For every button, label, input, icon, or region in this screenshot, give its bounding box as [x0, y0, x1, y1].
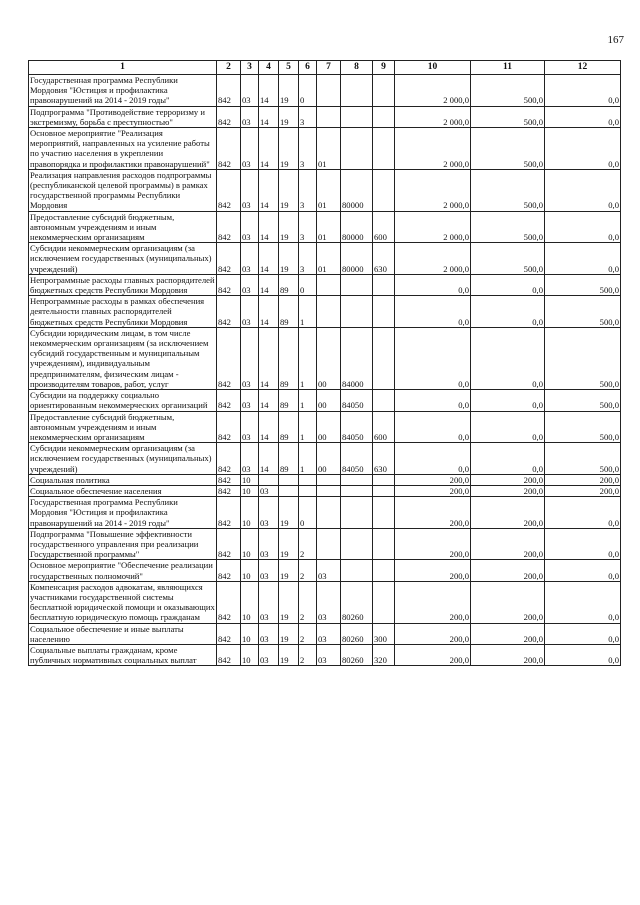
subprogram-cell: 1 — [299, 411, 317, 443]
section-cell: 03 — [241, 128, 259, 170]
amount-col12-cell: 200,0 — [545, 485, 621, 496]
subsection-cell: 14 — [259, 169, 279, 211]
table-row — [29, 497, 621, 529]
expense-type-cell: 320 — [373, 644, 395, 665]
amount-col10-cell: 200,0 — [395, 644, 471, 665]
budget-table — [28, 60, 621, 666]
expense-type-cell — [373, 485, 395, 496]
program-cell — [279, 474, 299, 485]
amount-col12-cell: 500,0 — [545, 443, 621, 475]
admin-code-cell: 842 — [217, 327, 241, 389]
expense-direction-cell — [341, 296, 373, 328]
section-cell: 03 — [241, 75, 259, 107]
header-cell: 1 — [29, 61, 217, 75]
expense-type-cell: 300 — [373, 623, 395, 644]
amount-col10-cell: 200,0 — [395, 528, 471, 560]
row-name-cell: Непрограммные расходы в рамках обеспечения деятельности главных распорядителей бюджетных средств Республики Мордовия — [29, 296, 217, 328]
amount-col11-cell: 200,0 — [471, 560, 545, 581]
subprogram-cell: 0 — [299, 75, 317, 107]
program-cell: 19 — [279, 497, 299, 529]
section-cell: 10 — [241, 497, 259, 529]
activity-cell — [317, 296, 341, 328]
expense-type-cell — [373, 274, 395, 295]
subprogram-cell: 0 — [299, 497, 317, 529]
row-name-cell: Государственная программа Республики Мордовия "Юстиция и профилактика правонарушений на 2014 - 2019 годы" — [29, 497, 217, 529]
amount-col12-cell: 500,0 — [545, 327, 621, 389]
amount-col10-cell: 2 000,0 — [395, 211, 471, 243]
activity-cell: 01 — [317, 128, 341, 170]
amount-col11-cell: 200,0 — [471, 474, 545, 485]
admin-code-cell: 842 — [217, 411, 241, 443]
program-cell: 19 — [279, 528, 299, 560]
subprogram-cell: 1 — [299, 443, 317, 475]
row-name-cell: Основное мероприятие "Обеспечение реализации государственных полномочий" — [29, 560, 217, 581]
amount-col12-cell: 500,0 — [545, 411, 621, 443]
amount-col10-cell: 2 000,0 — [395, 75, 471, 107]
amount-col11-cell: 0,0 — [471, 327, 545, 389]
admin-code-cell: 842 — [217, 497, 241, 529]
table-row — [29, 169, 621, 211]
section-cell: 03 — [241, 390, 259, 411]
table-row — [29, 296, 621, 328]
amount-col12-cell: 0,0 — [545, 243, 621, 275]
admin-code-cell: 842 — [217, 644, 241, 665]
subprogram-cell: 2 — [299, 560, 317, 581]
expense-direction-cell: 80260 — [341, 581, 373, 623]
amount-col10-cell: 2 000,0 — [395, 106, 471, 127]
table-row — [29, 623, 621, 644]
subprogram-cell: 0 — [299, 274, 317, 295]
subprogram-cell: 2 — [299, 623, 317, 644]
activity-cell: 00 — [317, 411, 341, 443]
subsection-cell: 03 — [259, 623, 279, 644]
expense-direction-cell — [341, 560, 373, 581]
subprogram-cell: 3 — [299, 106, 317, 127]
expense-direction-cell: 84000 — [341, 327, 373, 389]
expense-direction-cell: 80260 — [341, 623, 373, 644]
expense-direction-cell — [341, 485, 373, 496]
table-row — [29, 644, 621, 665]
table-row — [29, 411, 621, 443]
subprogram-cell: 3 — [299, 128, 317, 170]
admin-code-cell: 842 — [217, 128, 241, 170]
activity-cell — [317, 474, 341, 485]
section-cell: 10 — [241, 485, 259, 496]
amount-col10-cell: 0,0 — [395, 390, 471, 411]
activity-cell: 03 — [317, 581, 341, 623]
table-row — [29, 485, 621, 496]
subsection-cell: 14 — [259, 243, 279, 275]
row-name-cell: Предоставление субсидий бюджетным, автономным учреждениям и иным некоммерческим организациям — [29, 411, 217, 443]
amount-col12-cell: 0,0 — [545, 169, 621, 211]
activity-cell — [317, 485, 341, 496]
header-cell: 2 — [217, 61, 241, 75]
subsection-cell: 03 — [259, 528, 279, 560]
expense-type-cell — [373, 560, 395, 581]
expense-direction-cell — [341, 274, 373, 295]
row-name-cell: Реализация направления расходов подпрограммы (республиканской целевой программы) в рамках государственной программы Республики Мордовия — [29, 169, 217, 211]
table-row — [29, 528, 621, 560]
table-row — [29, 390, 621, 411]
program-cell: 19 — [279, 211, 299, 243]
row-name-cell: Социальное обеспечение населения — [29, 485, 217, 496]
amount-col11-cell: 500,0 — [471, 75, 545, 107]
subprogram-cell: 3 — [299, 211, 317, 243]
row-name-cell: Субсидии юридическим лицам, в том числе некоммерческим организациям (за исключением субсидий государственным и муниципальным учреждениям), индивидуальным предпринимателям, физическим лицам - производителям товаров, работ, услуг — [29, 327, 217, 389]
activity-cell — [317, 75, 341, 107]
amount-col11-cell: 0,0 — [471, 274, 545, 295]
program-cell: 89 — [279, 296, 299, 328]
amount-col12-cell: 0,0 — [545, 581, 621, 623]
amount-col11-cell: 200,0 — [471, 528, 545, 560]
admin-code-cell: 842 — [217, 474, 241, 485]
amount-col10-cell: 200,0 — [395, 623, 471, 644]
expense-type-cell: 630 — [373, 243, 395, 275]
subsection-cell: 03 — [259, 560, 279, 581]
amount-col12-cell: 0,0 — [545, 623, 621, 644]
amount-col11-cell: 500,0 — [471, 169, 545, 211]
amount-col10-cell: 0,0 — [395, 327, 471, 389]
expense-type-cell — [373, 128, 395, 170]
amount-col11-cell: 500,0 — [471, 243, 545, 275]
expense-direction-cell — [341, 75, 373, 107]
program-cell: 89 — [279, 411, 299, 443]
row-name-cell: Подпрограмма "Повышение эффективности государственного управления при реализации Государственной программы" — [29, 528, 217, 560]
subsection-cell: 03 — [259, 581, 279, 623]
amount-col12-cell: 500,0 — [545, 296, 621, 328]
amount-col10-cell: 0,0 — [395, 274, 471, 295]
activity-cell: 01 — [317, 243, 341, 275]
amount-col11-cell: 200,0 — [471, 581, 545, 623]
activity-cell: 01 — [317, 211, 341, 243]
expense-direction-cell — [341, 474, 373, 485]
table-row — [29, 106, 621, 127]
activity-cell: 00 — [317, 390, 341, 411]
section-cell: 10 — [241, 644, 259, 665]
expense-type-cell — [373, 528, 395, 560]
subprogram-cell: 3 — [299, 243, 317, 275]
table-row — [29, 581, 621, 623]
amount-col12-cell: 0,0 — [545, 75, 621, 107]
expense-type-cell — [373, 296, 395, 328]
expense-direction-cell: 80000 — [341, 169, 373, 211]
program-cell: 19 — [279, 75, 299, 107]
section-cell: 03 — [241, 169, 259, 211]
row-name-cell: Субсидии на поддержку социально ориентированным некоммерческих организаций — [29, 390, 217, 411]
section-cell: 03 — [241, 211, 259, 243]
amount-col12-cell: 0,0 — [545, 528, 621, 560]
amount-col12-cell: 0,0 — [545, 497, 621, 529]
admin-code-cell: 842 — [217, 211, 241, 243]
activity-cell — [317, 497, 341, 529]
expense-direction-cell: 84050 — [341, 443, 373, 475]
activity-cell — [317, 528, 341, 560]
amount-col10-cell: 200,0 — [395, 581, 471, 623]
amount-col10-cell: 200,0 — [395, 474, 471, 485]
row-name-cell: Государственная программа Республики Мордовия "Юстиция и профилактика правонарушений на 2014 - 2019 годы" — [29, 75, 217, 107]
admin-code-cell: 842 — [217, 443, 241, 475]
program-cell: 89 — [279, 443, 299, 475]
activity-cell: 01 — [317, 169, 341, 211]
amount-col12-cell: 500,0 — [545, 274, 621, 295]
program-cell: 19 — [279, 106, 299, 127]
activity-cell — [317, 106, 341, 127]
row-name-cell: Компенсация расходов адвокатам, являющихся участниками государственной системы бесплатной юридической помощи и оказывающих бесплатную юридическую помощь гражданам — [30, 581, 215, 623]
amount-col10-cell: 0,0 — [395, 411, 471, 443]
subsection-cell: 03 — [259, 485, 279, 496]
program-cell: 19 — [279, 128, 299, 170]
subsection-cell: 03 — [259, 497, 279, 529]
amount-col10-cell: 200,0 — [395, 497, 471, 529]
section-cell: 10 — [241, 528, 259, 560]
subsection-cell: 14 — [259, 390, 279, 411]
subsection-cell: 14 — [259, 443, 279, 475]
subprogram-cell — [299, 474, 317, 485]
subprogram-cell: 2 — [299, 644, 317, 665]
table-row — [29, 274, 621, 295]
section-cell: 10 — [241, 560, 259, 581]
activity-cell: 03 — [317, 644, 341, 665]
subsection-cell: 14 — [259, 411, 279, 443]
amount-col11-cell: 500,0 — [471, 106, 545, 127]
amount-col11-cell: 200,0 — [471, 497, 545, 529]
section-cell: 10 — [241, 581, 259, 623]
expense-type-cell — [373, 106, 395, 127]
amount-col12-cell: 0,0 — [545, 128, 621, 170]
subsection-cell: 03 — [259, 644, 279, 665]
admin-code-cell: 842 — [217, 274, 241, 295]
expense-direction-cell — [341, 128, 373, 170]
program-cell: 19 — [279, 243, 299, 275]
row-name-cell: Основное мероприятие "Реализация мероприятий, направленных на усиление работы по участию населения в укреплении правопорядка и профилактики правонарушений" — [29, 128, 217, 170]
activity-cell — [317, 274, 341, 295]
section-cell: 03 — [241, 274, 259, 295]
subprogram-cell: 2 — [299, 581, 317, 623]
activity-cell: 00 — [317, 327, 341, 389]
table-row — [29, 243, 621, 275]
amount-col12-cell: 0,0 — [545, 106, 621, 127]
program-cell: 19 — [279, 169, 299, 211]
amount-col11-cell: 0,0 — [471, 411, 545, 443]
expense-direction-cell — [341, 528, 373, 560]
expense-direction-cell — [341, 106, 373, 127]
table-row — [29, 128, 621, 170]
row-name-cell: Подпрограмма "Противодействие терроризму и экстремизму, борьба с преступностью" — [29, 106, 217, 127]
amount-col10-cell: 200,0 — [395, 485, 471, 496]
expense-type-cell — [373, 474, 395, 485]
row-name-cell: Социальная политика — [29, 474, 217, 485]
section-cell: 03 — [241, 443, 259, 475]
admin-code-cell: 842 — [217, 243, 241, 275]
program-cell: 19 — [279, 644, 299, 665]
subprogram-cell: 2 — [299, 528, 317, 560]
activity-cell: 03 — [317, 560, 341, 581]
expense-type-cell — [373, 169, 395, 211]
subprogram-cell: 1 — [299, 296, 317, 328]
header-cell: 8 — [341, 61, 373, 75]
amount-col12-cell: 0,0 — [545, 560, 621, 581]
program-cell: 89 — [279, 390, 299, 411]
program-cell — [279, 485, 299, 496]
header-row — [29, 61, 621, 75]
admin-code-cell: 842 — [217, 485, 241, 496]
section-cell: 03 — [241, 411, 259, 443]
admin-code-cell: 842 — [217, 560, 241, 581]
program-cell: 19 — [279, 560, 299, 581]
page-number: 167 — [607, 34, 624, 46]
subsection-cell: 14 — [259, 274, 279, 295]
activity-cell: 03 — [317, 623, 341, 644]
amount-col11-cell: 500,0 — [471, 128, 545, 170]
subsection-cell: 14 — [259, 75, 279, 107]
amount-col12-cell: 500,0 — [545, 390, 621, 411]
amount-col11-cell: 0,0 — [471, 443, 545, 475]
amount-col11-cell: 0,0 — [471, 390, 545, 411]
subprogram-cell — [299, 485, 317, 496]
expense-type-cell — [373, 327, 395, 389]
row-name-cell: Социальное обеспечение и иные выплаты населению — [29, 623, 217, 644]
expense-type-cell: 600 — [373, 211, 395, 243]
amount-col11-cell: 0,0 — [471, 296, 545, 328]
table-row — [29, 443, 621, 475]
row-name-cell: Субсидии некоммерческим организациям (за исключением государственных (муниципальных) учреждений) — [29, 443, 217, 475]
expense-direction-cell: 80000 — [341, 211, 373, 243]
amount-col10-cell: 0,0 — [395, 443, 471, 475]
subsection-cell: 14 — [259, 211, 279, 243]
section-cell: 03 — [241, 106, 259, 127]
expense-type-cell — [373, 390, 395, 411]
section-cell: 10 — [241, 474, 259, 485]
amount-col11-cell: 200,0 — [471, 485, 545, 496]
amount-col10-cell: 200,0 — [395, 560, 471, 581]
header-cell: 11 — [471, 61, 545, 75]
expense-type-cell — [373, 75, 395, 107]
header-cell: 10 — [395, 61, 471, 75]
table-row — [29, 327, 621, 389]
expense-direction-cell: 84050 — [341, 390, 373, 411]
program-cell: 19 — [279, 581, 299, 623]
subprogram-cell: 3 — [299, 169, 317, 211]
admin-code-cell: 842 — [217, 169, 241, 211]
row-name-cell: Непрограммные расходы главных распорядителей бюджетных средств Республики Мордовия — [30, 274, 215, 296]
section-cell: 10 — [241, 623, 259, 644]
table-row — [29, 75, 621, 107]
header-cell: 7 — [317, 61, 341, 75]
amount-col10-cell: 2 000,0 — [395, 128, 471, 170]
subsection-cell: 14 — [259, 106, 279, 127]
section-cell: 03 — [241, 327, 259, 389]
table-row — [29, 474, 621, 485]
admin-code-cell: 842 — [217, 623, 241, 644]
admin-code-cell: 842 — [217, 75, 241, 107]
program-cell: 89 — [279, 327, 299, 389]
admin-code-cell: 842 — [217, 296, 241, 328]
row-name-cell: Предоставление субсидий бюджетным, автономным учреждениям и иным некоммерческим организациям — [29, 211, 217, 243]
expense-type-cell — [373, 497, 395, 529]
header-cell: 4 — [259, 61, 279, 75]
expense-type-cell: 600 — [373, 411, 395, 443]
header-cell: 12 — [545, 61, 621, 75]
admin-code-cell: 842 — [217, 106, 241, 127]
amount-col10-cell: 2 000,0 — [395, 169, 471, 211]
expense-type-cell: 630 — [373, 443, 395, 475]
subprogram-cell: 1 — [299, 390, 317, 411]
expense-type-cell — [373, 581, 395, 623]
subsection-cell: 14 — [259, 327, 279, 389]
amount-col11-cell: 200,0 — [471, 644, 545, 665]
header-cell: 3 — [241, 61, 259, 75]
expense-direction-cell: 84050 — [341, 411, 373, 443]
table-row — [29, 560, 621, 581]
admin-code-cell: 842 — [217, 390, 241, 411]
amount-col12-cell: 0,0 — [545, 211, 621, 243]
subprogram-cell: 1 — [299, 327, 317, 389]
expense-direction-cell: 80000 — [341, 243, 373, 275]
row-name-cell: Субсидии некоммерческим организациям (за исключением государственных (муниципальных) учреждений) — [29, 243, 217, 275]
program-cell: 89 — [279, 274, 299, 295]
section-cell: 03 — [241, 296, 259, 328]
amount-col12-cell: 200,0 — [545, 474, 621, 485]
section-cell: 03 — [241, 243, 259, 275]
row-name-cell: Социальные выплаты гражданам, кроме публичных нормативных социальных выплат — [29, 644, 217, 665]
subsection-cell — [259, 474, 279, 485]
subsection-cell: 14 — [259, 296, 279, 328]
header-cell: 6 — [299, 61, 317, 75]
subsection-cell: 14 — [259, 128, 279, 170]
amount-col11-cell: 500,0 — [471, 211, 545, 243]
amount-col10-cell: 2 000,0 — [395, 243, 471, 275]
table-row — [29, 211, 621, 243]
admin-code-cell: 842 — [217, 581, 241, 623]
program-cell: 19 — [279, 623, 299, 644]
amount-col12-cell: 0,0 — [545, 644, 621, 665]
amount-col11-cell: 200,0 — [471, 623, 545, 644]
activity-cell: 00 — [317, 443, 341, 475]
header-cell: 5 — [279, 61, 299, 75]
amount-col10-cell: 0,0 — [395, 296, 471, 328]
header-cell: 9 — [373, 61, 395, 75]
expense-direction-cell: 80260 — [341, 644, 373, 665]
admin-code-cell: 842 — [217, 528, 241, 560]
expense-direction-cell — [341, 497, 373, 529]
